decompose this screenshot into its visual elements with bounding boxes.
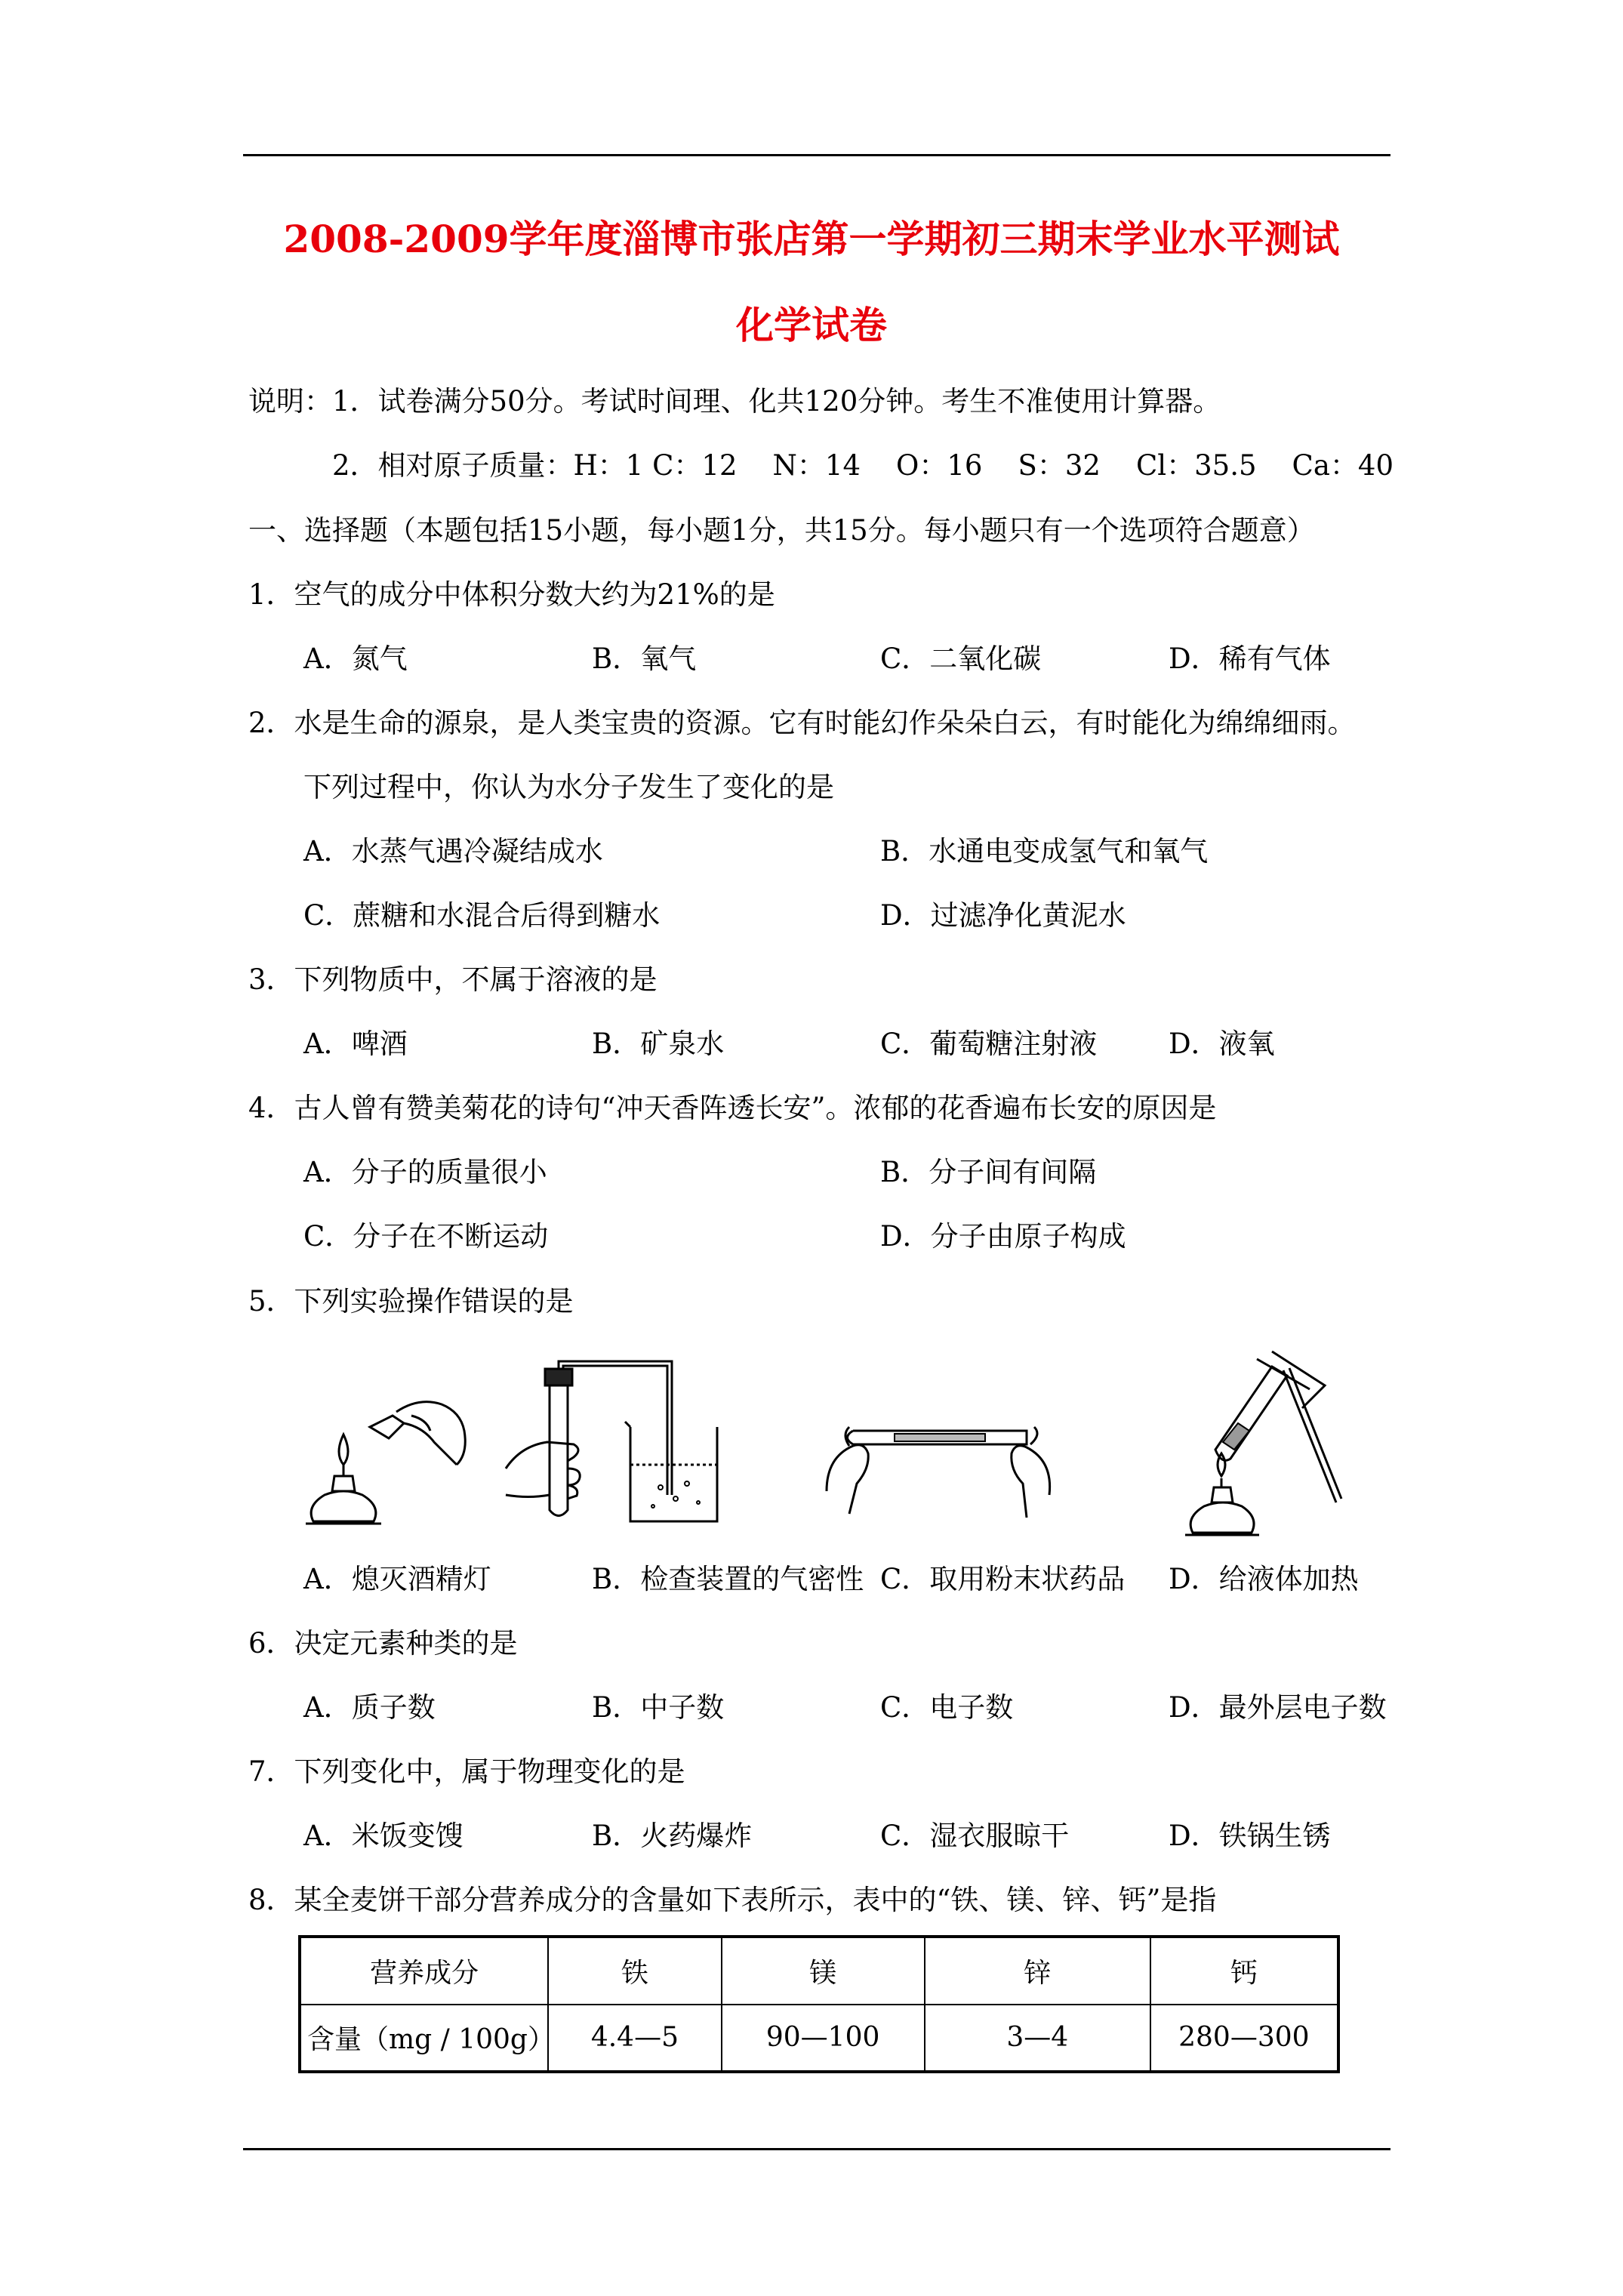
q4-option-d[interactable]: D．分子由原子构成 (880, 1220, 1126, 1253)
question-1-stem: 1．空气的成分中体积分数大约为21%的是 (248, 578, 775, 611)
q7-option-a[interactable]: A．米饭变馊 (303, 1820, 463, 1852)
section-heading: 一、选择题（本题包括15小题，每小题1分，共15分。每小题只有一个选项符合题意） (248, 514, 1315, 547)
q5-option-d[interactable]: D．给液体加热 (1169, 1563, 1359, 1595)
q1-option-b[interactable]: B．氧气 (592, 643, 697, 675)
question-2-stem: 2．水是生命的源泉，是人类宝贵的资源。它有时能幻作朵朵白云，有时能化为绵绵细雨。 (248, 707, 1356, 739)
header-rule (243, 154, 1390, 156)
table-header-cell: 锌 (925, 1937, 1150, 2005)
question-4-stem: 4．古人曾有赞美菊花的诗句“冲天香阵透长安”。浓郁的花香遍布长安的原因是 (248, 1092, 1217, 1124)
question-3-stem: 3．下列物质中，不属于溶液的是 (248, 963, 658, 996)
q7-option-c[interactable]: C．湿衣服晾干 (880, 1820, 1070, 1852)
q6-option-a[interactable]: A．质子数 (303, 1691, 436, 1724)
q4-option-a[interactable]: A．分子的质量很小 (303, 1156, 547, 1188)
table-cell: 含量（mg / 100g） (300, 2005, 548, 2073)
alcohol-lamp-illustration (298, 1382, 472, 1533)
q1-option-a[interactable]: A．氮气 (303, 643, 408, 675)
table-header-cell: 镁 (722, 1937, 925, 2005)
table-header-cell: 钙 (1150, 1937, 1338, 2005)
table-header-cell: 铁 (548, 1937, 721, 2005)
q3-option-b[interactable]: B．矿泉水 (592, 1028, 725, 1060)
question-7-stem: 7．下列变化中，属于物理变化的是 (248, 1755, 685, 1788)
liquid-heating-illustration (1170, 1344, 1344, 1540)
q3-option-d[interactable]: D．液氧 (1169, 1028, 1275, 1060)
page-title: 2008-2009学年度淄博市张店第一学期初三期末学业水平测试 (283, 217, 1340, 261)
table-cell: 280—300 (1150, 2005, 1338, 2073)
instructions-line-2: 2．相对原子质量：H：1 C：12 N：14 O：16 S：32 Cl：35.5 Ca：40 (332, 449, 1394, 482)
q3-option-a[interactable]: A．啤酒 (303, 1028, 408, 1060)
q5-option-b[interactable]: B．检查装置的气密性 (592, 1563, 864, 1595)
q6-option-c[interactable]: C．电子数 (880, 1691, 1014, 1724)
table-header-row (300, 1937, 1338, 2005)
table-cell: 90—100 (722, 2005, 925, 2073)
q4-option-c[interactable]: C．分子在不断运动 (303, 1220, 549, 1253)
question-6-stem: 6．决定元素种类的是 (248, 1627, 518, 1660)
powder-loading-illustration (823, 1401, 1057, 1540)
instructions-line-1: 说明：1．试卷满分50分。考试时间理、化共120分钟。考生不准使用计算器。 (248, 385, 1221, 418)
question-8-stem: 8．某全麦饼干部分营养成分的含量如下表所示，表中的“铁、镁、锌、钙”是指 (248, 1884, 1217, 1916)
q5-option-a[interactable]: A．熄灭酒精灯 (303, 1563, 491, 1595)
q7-option-b[interactable]: B．火药爆炸 (592, 1820, 753, 1852)
q5-option-c[interactable]: C．取用粉末状药品 (880, 1563, 1126, 1595)
q2-option-c[interactable]: C．蔗糖和水混合后得到糖水 (303, 899, 661, 932)
table-cell: 3—4 (925, 2005, 1150, 2073)
q6-option-d[interactable]: D．最外层电子数 (1169, 1691, 1387, 1724)
q1-option-c[interactable]: C．二氧化碳 (880, 643, 1042, 675)
question-2-stem-cont: 下列过程中，你认为水分子发生了变化的是 (303, 771, 834, 803)
question-5-stem: 5．下列实验操作错误的是 (248, 1285, 574, 1318)
page-subtitle: 化学试卷 (736, 303, 887, 347)
q6-option-b[interactable]: B．中子数 (592, 1691, 725, 1724)
table-row (300, 2005, 1338, 2073)
q3-option-c[interactable]: C．葡萄糖注射液 (880, 1028, 1098, 1060)
table-cell: 4.4—5 (548, 2005, 721, 2073)
gas-tightness-illustration (498, 1355, 725, 1533)
q2-option-a[interactable]: A．水蒸气遇冷凝结成水 (303, 835, 603, 868)
q4-option-b[interactable]: B．分子间有间隔 (880, 1156, 1097, 1188)
q7-option-d[interactable]: D．铁锅生锈 (1169, 1820, 1331, 1852)
q1-option-d[interactable]: D．稀有气体 (1169, 643, 1331, 675)
table-header-cell: 营养成分 (300, 1937, 548, 2005)
q2-option-d[interactable]: D．过滤净化黄泥水 (880, 899, 1126, 932)
q2-option-b[interactable]: B．水通电变成氢气和氧气 (880, 835, 1209, 868)
nutrition-table (298, 1935, 1340, 2073)
footer-rule (243, 2148, 1390, 2150)
